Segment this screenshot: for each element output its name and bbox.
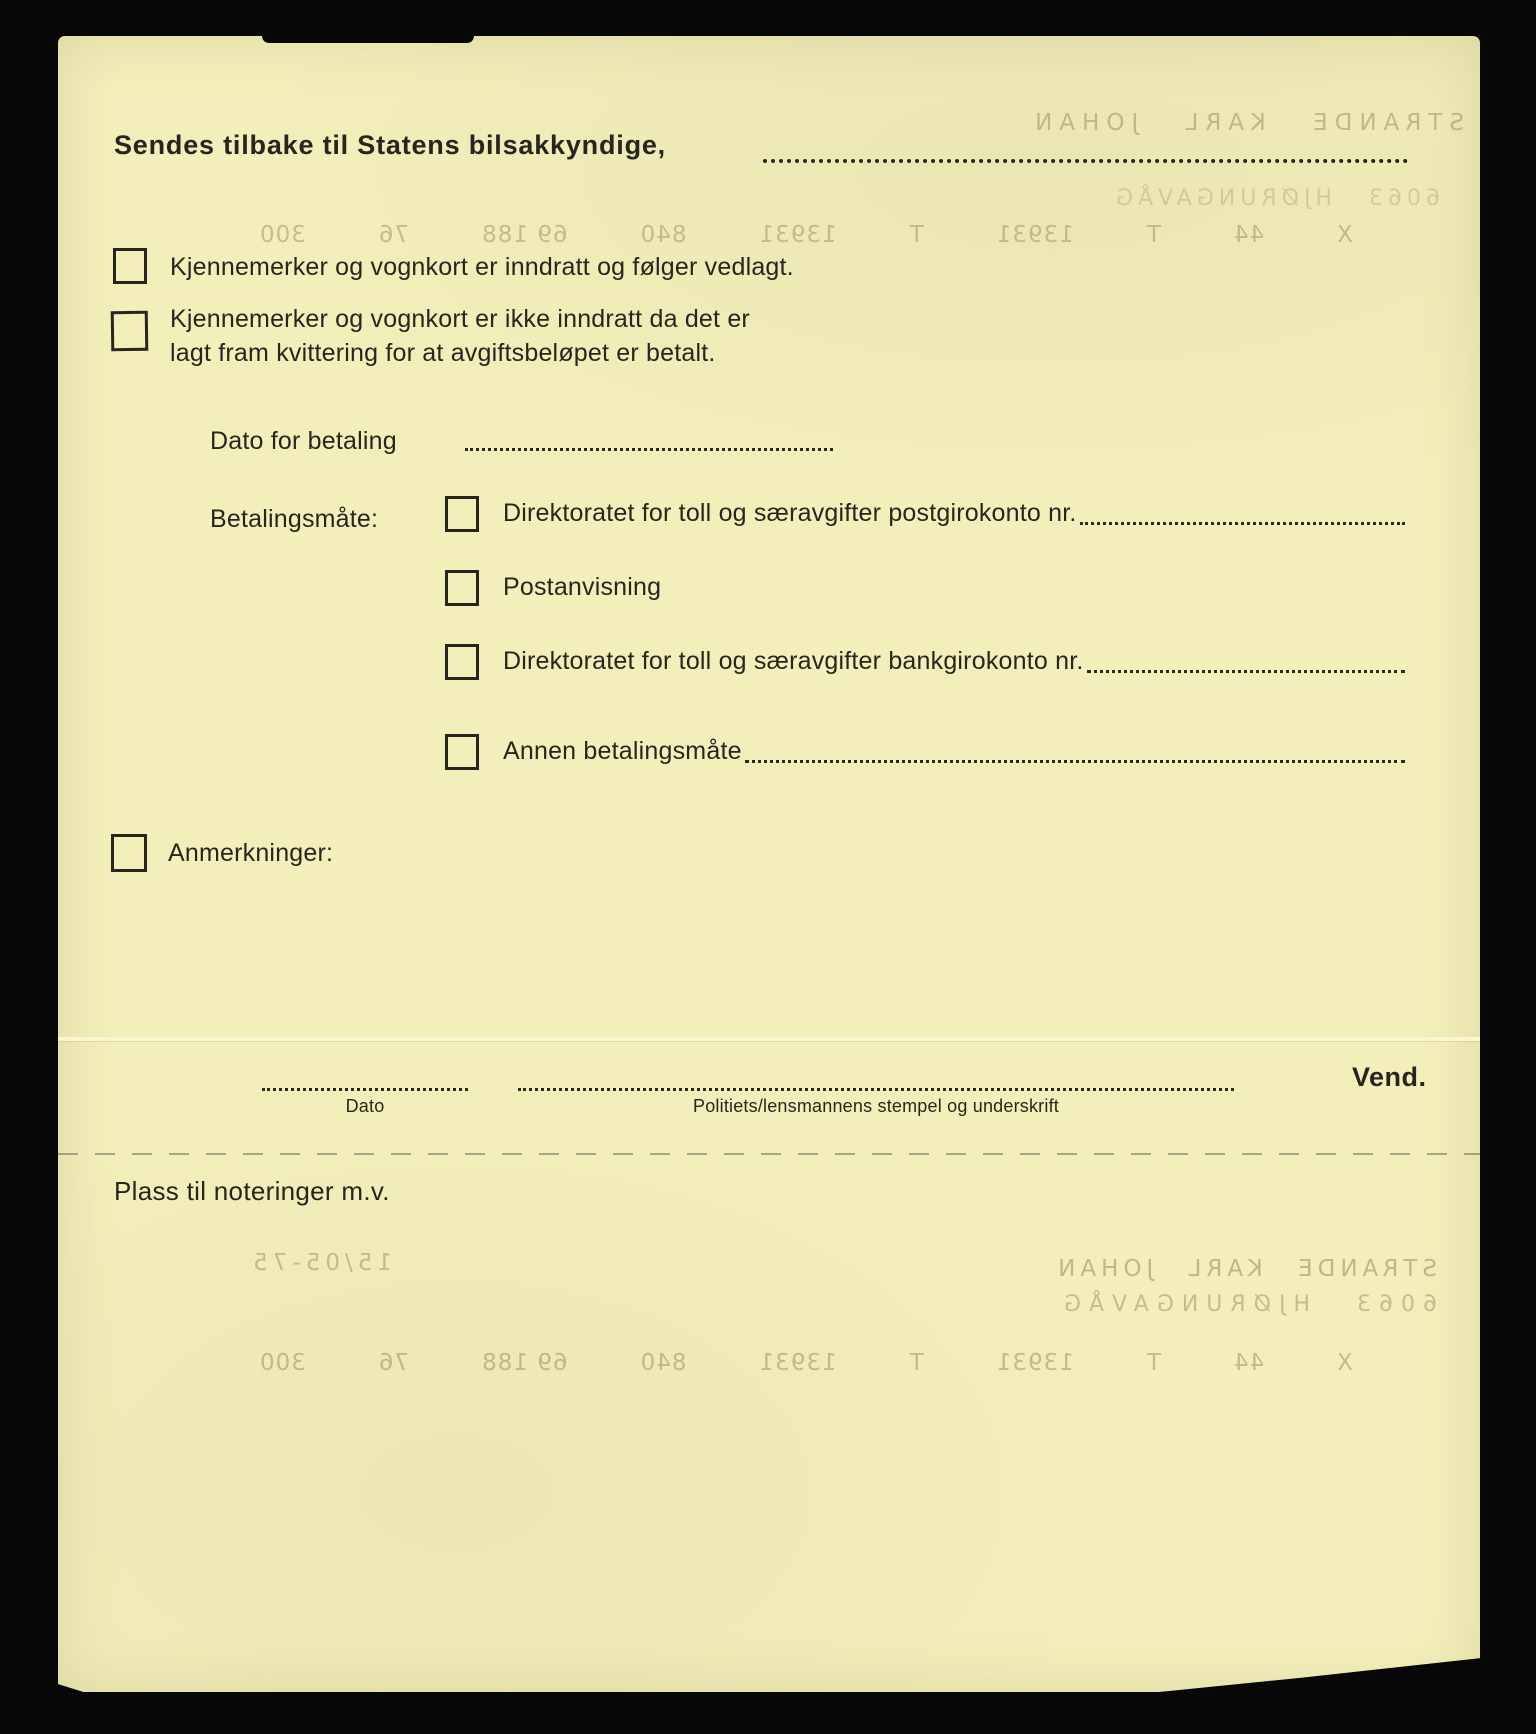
bleedthrough-address-top: 6063 HJØRUNGAVÅG [1110,186,1440,211]
postgiro-number-fill-line[interactable] [1080,496,1405,525]
checkbox-anmerkninger[interactable] [111,834,147,872]
payment-option-postgiro-label: Direktoratet for toll og særavgifter postgirokonto nr. [503,499,1077,527]
checkbox-ikke-inndratt[interactable] [111,311,149,352]
checkbox-annen-betalingsmate[interactable] [445,734,479,770]
payment-date-fill-line[interactable] [465,422,833,451]
signature-date-line[interactable] [262,1062,468,1091]
bleedthrough-name-top: STRANDE KARL JOHAN [1028,110,1464,136]
payment-option-annen-label: Annen betalingsmåte [503,737,742,765]
signature-stamp-label: Politiets/lensmannens stempel og underskrift [693,1096,1059,1116]
annen-betalingsmate-fill-line[interactable] [745,734,1405,763]
anmerkninger-label: Anmerkninger: [168,839,334,867]
checkbox-postanvisning[interactable] [445,570,479,606]
payment-option-postgiro [445,496,1405,532]
bleedthrough-registry-row-bottom: X 44 T 13931 T 13931 840 69 188 76 300 [259,1350,1353,1376]
notes-section-label: Plass til noteringer m.v. [114,1176,390,1206]
checkbox-inndratt[interactable] [113,248,147,284]
recipient-fill-line[interactable] [763,131,1408,163]
bleedthrough-name-bottom: STRANDE KARL JOHAN [1053,1256,1437,1282]
signature-date-label: Dato [345,1096,385,1116]
checkbox-ikke-inndratt-label-line1: Kjennemerker og vognkort er ikke inndratt da det er [170,305,750,333]
payment-option-annen [445,734,1405,770]
bleedthrough-address-bottom: 6063 HJØRUNGAVÅG [1055,1292,1437,1317]
bleedthrough-registry-row-top: X 44 T 13931 T 13931 840 69 188 76 300 [259,222,1353,248]
payment-date-label: Dato for betaling [210,427,397,455]
bankgiro-number-fill-line[interactable] [1087,644,1405,673]
payment-option-bankgiro-label: Direktoratet for toll og særavgifter bankgirokonto nr. [503,647,1084,675]
checkbox-inndratt-label: Kjennemerker og vognkort er inndratt og følger vedlagt. [170,253,794,281]
payment-option-postanvisning [445,570,1405,606]
perforation-line [58,1153,1480,1155]
signature-stamp-line[interactable] [518,1062,1234,1091]
turn-over-hint: Vend. [1352,1062,1427,1092]
payment-method-label: Betalingsmåte: [210,505,379,533]
form-title: Sendes tilbake til Statens bilsakkyndige, [114,130,666,160]
payment-option-bankgiro [445,644,1405,680]
payment-option-postanvisning-label: Postanvisning [503,573,662,601]
checkbox-bankgiro[interactable] [445,644,479,680]
scan-edge-notch [262,30,474,43]
checkbox-postgiro[interactable] [445,496,479,532]
bleedthrough-date-bottom: 15/05-75 [248,1250,392,1276]
checkbox-ikke-inndratt-label-line2: lagt fram kvittering for at avgiftsbeløpet er betalt. [170,339,716,367]
card-seam-line [58,1037,1480,1041]
